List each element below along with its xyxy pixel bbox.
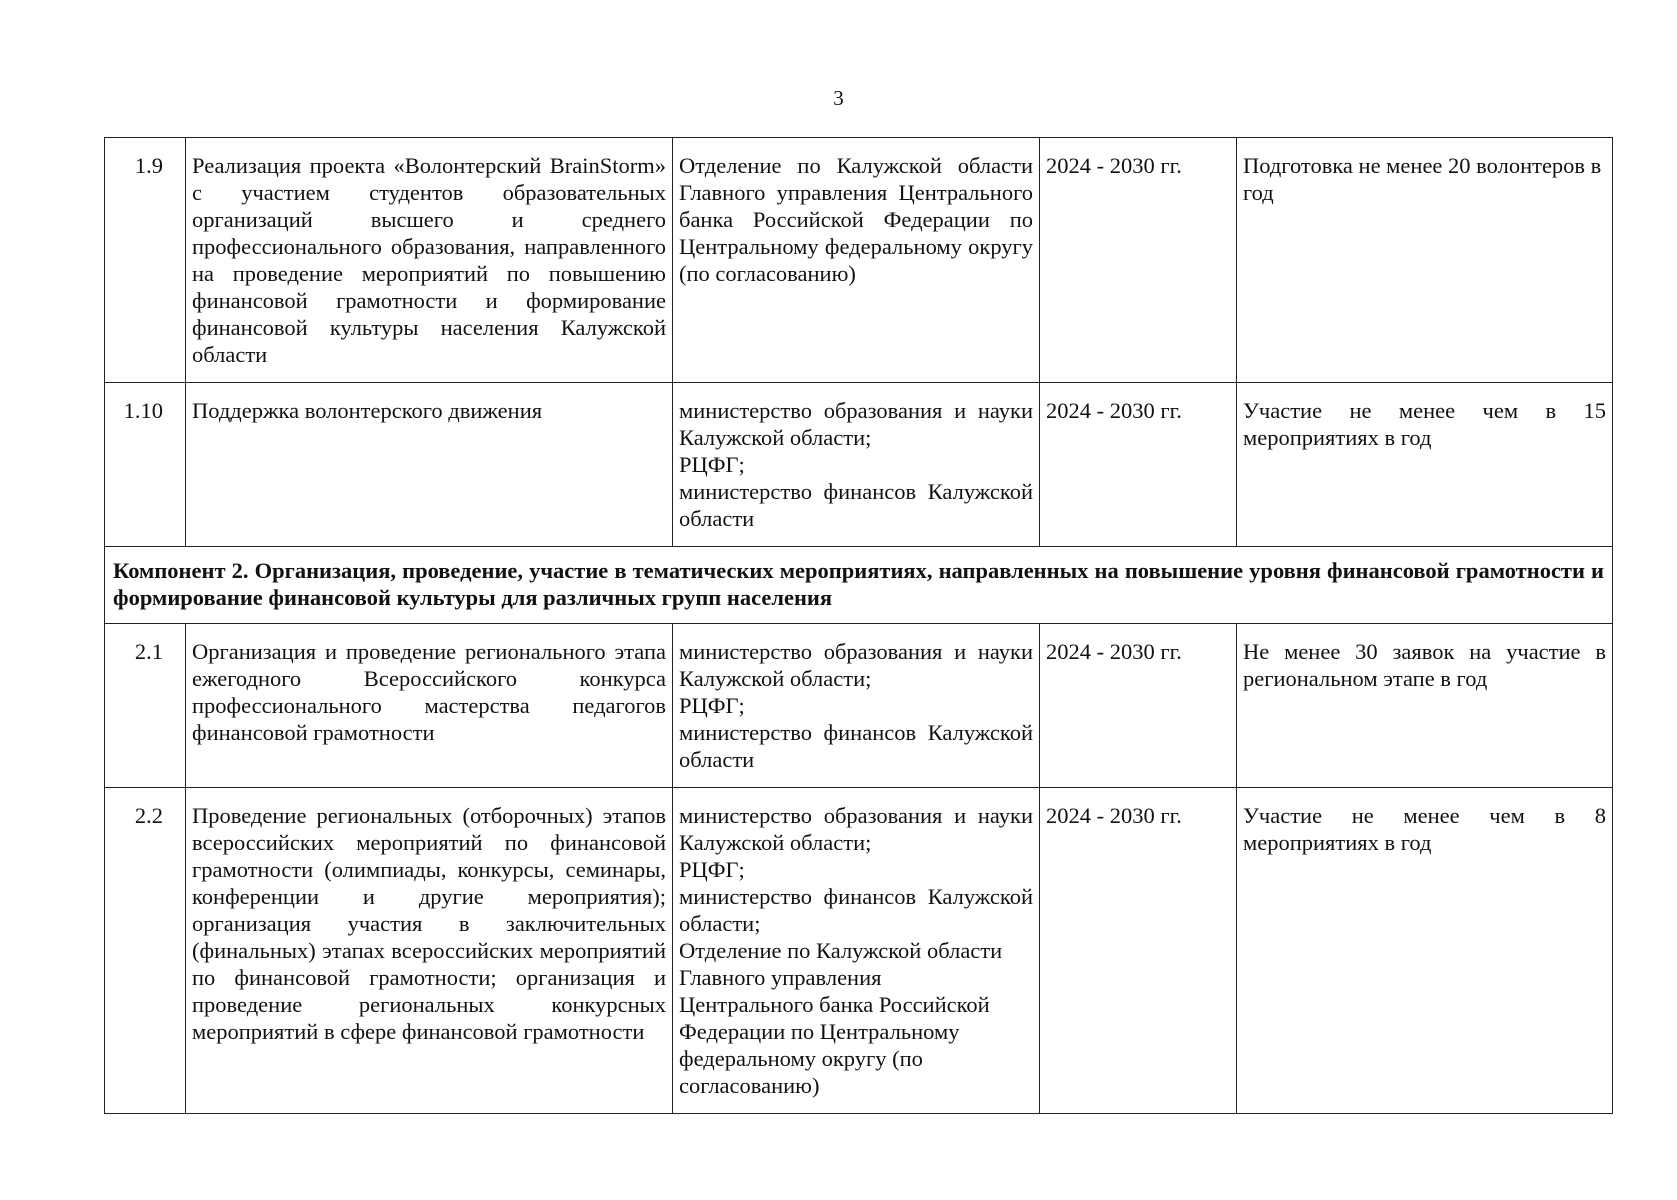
executor-cell: министерство образования и науки Калужской области; РЦФГ; министерство финансов Калужской области [673,624,1040,788]
activity-cell: Поддержка волонтерского движения [186,383,673,547]
table-row [105,788,1613,1114]
period-cell: 2024 - 2030 гг. [1040,624,1237,788]
component-heading: Компонент 2. Организация, проведение, участие в тематических мероприятиях, направленных на повышение уровня финансовой грамотности и формирование финансовой культуры для различных групп населения [105,547,1613,624]
period-cell: 2024 - 2030 гг. [1040,383,1237,547]
activity-cell: Организация и проведение регионального этапа ежегодного Всероссийского конкурса профессионального мастерства педагогов финансовой грамотности [186,624,673,788]
activity-cell: Реализация проекта «Волонтерский BrainStorm» с участием студентов образовательных организаций высшего и среднего профессионального образования, направленного на проведение мероприятий по повышению финансовой грамотности и формирование финансовой культуры населения Калужской области [186,138,673,383]
table-row [105,383,1613,547]
result-cell: Участие не менее чем в 15 мероприятиях в год [1237,383,1613,547]
row-number: 1.9 [105,138,186,383]
measures-table [104,137,1613,1114]
result-cell: Участие не менее чем в 8 мероприятиях в год [1237,788,1613,1114]
component-heading-row [105,547,1613,624]
result-cell: Не менее 30 заявок на участие в региональном этапе в год [1237,624,1613,788]
activity-cell: Проведение региональных (отборочных) этапов всероссийских мероприятий по финансовой грамотности (олимпиады, конкурсы, семинары, конференции и другие мероприятия); организация участия в заключительных (финальных) этапах всероссийских мероприятий по финансовой грамотности; организация и проведение региональных конкурсных мероприятий в сфере финансовой грамотности [186,788,673,1114]
period-cell: 2024 - 2030 гг. [1040,788,1237,1114]
result-cell: Подготовка не менее 20 волонтеров в год [1237,138,1613,383]
executor-text-ministries: министерство образования и науки Калужской области; РЦФГ; министерство финансов Калужской области; [679,803,1033,936]
row-number: 2.1 [105,624,186,788]
executor-cell: Отделение по Калужской области Главного управления Центрального банка Российской Федерации по Центральному федеральному округу (по согласованию) [673,138,1040,383]
executor-text-bank: Отделение по Калужской области Главного управления Центрального банка Российской Федерации по Центральному федеральному округу (по согласованию) [679,938,1003,1098]
row-number: 2.2 [105,788,186,1114]
table-row [105,138,1613,383]
period-cell: 2024 - 2030 гг. [1040,138,1237,383]
executor-cell [673,788,1040,1114]
row-number: 1.10 [105,383,186,547]
executor-cell: министерство образования и науки Калужской области; РЦФГ; министерство финансов Калужской области [673,383,1040,547]
page-number: 3 [833,86,844,110]
table-row [105,624,1613,788]
